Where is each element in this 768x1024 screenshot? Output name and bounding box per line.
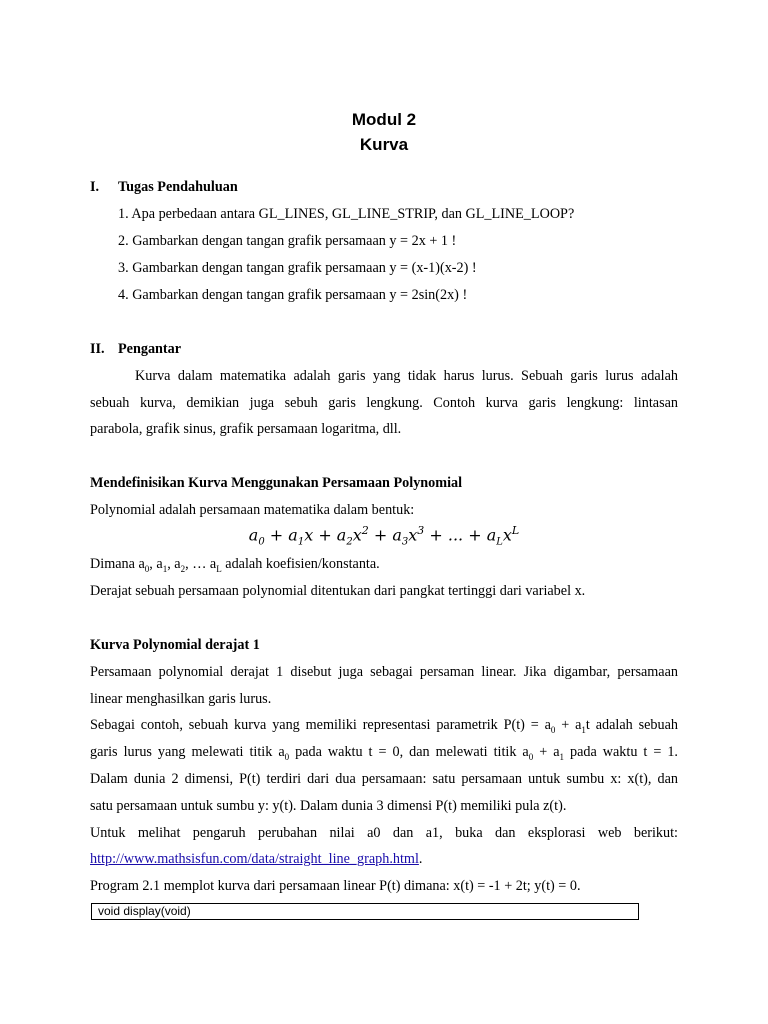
deg1-paragraph-line: garis lurus yang melewati titik $a_0$ pada waktu t = 0, dan melewati titik $a_0 + a_1$ pada waktu t = 1.	[90, 744, 678, 762]
intro-paragraph-line: sebuah kurva, demikian juga sebuh garis lengkung. Contoh kurva garis lengkung: lintasan	[90, 395, 678, 411]
program-caption: Program 2.1 memplot kurva dari persamaan linear P(t) dimana: x(t) = -1 + 2t; y(t) = 0.	[90, 878, 581, 894]
task-item: 1. Apa perbedaan antara GL_LINES, GL_LINE_STRIP, dan GL_LINE_LOOP?	[118, 206, 575, 222]
mathsisfun-link[interactable]: http://www.mathsisfun.com/data/straight_line_graph.html	[90, 851, 419, 867]
code-line: void display(void)	[98, 904, 191, 918]
section1-heading: Tugas Pendahuluan	[118, 179, 238, 195]
deg1-paragraph-line: Persamaan polynomial derajat 1 disebut juga sebagai persaman linear. Jika digambar, persamaan	[90, 664, 678, 680]
module-title: Modul 2	[351, 110, 417, 129]
task-item: 2. Gambarkan dengan tangan grafik persamaan y = 2x + 1 !	[118, 233, 457, 249]
section2-numeral: II.	[90, 341, 105, 357]
poly-intro: Polynomial adalah persamaan matematika dalam bentuk:	[90, 502, 415, 518]
code-listing	[91, 903, 639, 920]
module-subtitle: Kurva	[359, 135, 409, 154]
degree-text: Derajat sebuah persamaan polynomial ditentukan dari pangkat tertinggi dari variabel x.	[90, 583, 586, 599]
intro-paragraph-line: parabola, grafik sinus, grafik persamaan logaritma, dll.	[90, 421, 402, 437]
task-item: 3. Gambarkan dengan tangan grafik persamaan y = (x-1)(x-2) !	[118, 260, 477, 276]
deg1-paragraph-line: Dalam dunia 2 dimensi, P(t) terdiri dari dua persamaan: satu persamaan untuk sumbu x: x(t), dan	[90, 771, 678, 787]
poly-heading: Mendefinisikan Kurva Menggunakan Persamaan Polynomial	[90, 475, 463, 491]
deg1-paragraph-line: satu persamaan untuk sumbu y: y(t). Dalam dunia 3 dimensi P(t) memiliki pula z(t).	[90, 798, 567, 814]
section1-numeral: I.	[90, 179, 100, 195]
link-line: http://www.mathsisfun.com/data/straight_line_graph.html.	[90, 851, 423, 867]
task-item: 4. Gambarkan dengan tangan grafik persamaan y = 2sin(2x) !	[118, 287, 468, 303]
deg1-paragraph-line: Untuk melihat pengaruh perubahan nilai a0 dan a1, buka dan eksplorasi web berikut:	[90, 825, 678, 841]
polynomial-formula: $a_0 + a_1x + a_2x^2 + a_3x^3$ + ... + $a_Lx^L$	[248, 524, 520, 548]
deg1-paragraph-line: linear menghasilkan garis lurus.	[90, 691, 272, 707]
intro-paragraph-line: Kurva dalam matematika adalah garis yang tidak harus lurus. Sebuah garis lurus adalah	[135, 368, 678, 384]
coefficient-line: Dimana $a_0$, $a_1$, $a_2$, … $a_L$ adalah koefisien/konstanta.	[90, 556, 380, 574]
deg1-paragraph-line: Sebagai contoh, sebuah kurva yang memiliki representasi parametrik $P(t) = a_0 + a_1t$ adalah sebuah	[90, 717, 678, 735]
section2-heading: Pengantar	[118, 341, 182, 357]
deg1-heading: Kurva Polynomial derajat 1	[90, 637, 260, 653]
